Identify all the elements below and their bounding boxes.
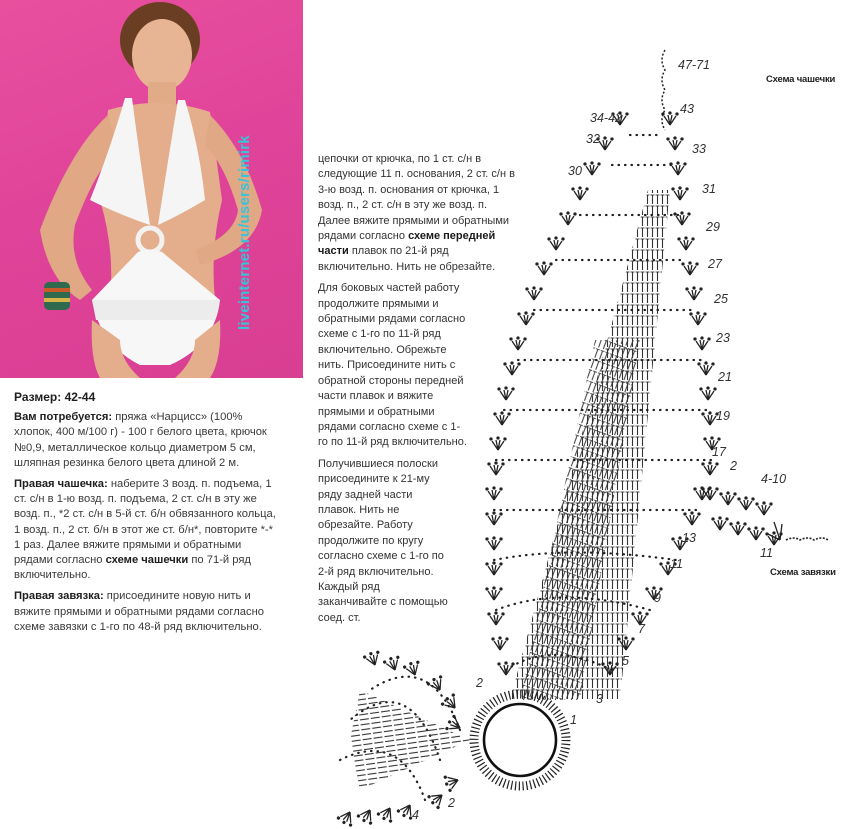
row-label-11: 11	[670, 557, 683, 571]
front-part-paragraph	[318, 152, 518, 275]
row-label-23: 23	[716, 331, 730, 345]
joining-paragraph: Получившиеся полоски присоедините к 21-му ряду задней части плавок. Нить не обрезайте. Работу продолжите по кругу согласно схеме с 1-го по 2-й ряд включительно. Каждый ряд заканчивайте с помощью соед. ст.	[318, 457, 448, 624]
materials-paragraph	[14, 410, 276, 471]
right-tie-label: Правая завязка:	[14, 590, 104, 603]
front-part-bold: схеме передней части	[318, 230, 496, 258]
row-label-9: 9	[654, 591, 661, 605]
row-label-32: 32	[586, 132, 600, 146]
tie-row-label-4-10: 4-10	[761, 472, 787, 486]
row-label-47-71: 47-71	[678, 58, 710, 72]
row-label-21: 21	[718, 370, 732, 384]
row-label-17: 17	[712, 445, 726, 459]
instructions-middle-column	[318, 152, 518, 632]
side-row-label-2-bottom: 2	[448, 796, 455, 810]
right-cup-label: Правая чашечка:	[14, 478, 108, 491]
row-label-33: 33	[692, 142, 706, 156]
row-label-30: 30	[568, 164, 582, 178]
row-label-7: 7	[638, 622, 645, 636]
row-label-13: 13	[682, 531, 696, 545]
right-cup-bold: схеме чашечки	[105, 554, 189, 567]
row-label-19: 19	[716, 409, 730, 423]
row-label-3: 3	[596, 692, 603, 706]
row-label-27: 27	[708, 257, 722, 271]
instructions-left-column	[14, 390, 276, 641]
caption-tie-chart: Схема завязки	[770, 567, 836, 578]
row-label-29: 29	[706, 220, 720, 234]
right-cup-text: наберите 3 возд. п. подъема, 1 ст. с/н в 1-ю возд. п. подъема, 2 ст. с/н в эту же возд. п., *2 ст. с/н в 5-й ст. б/н обвязанного кольца, 1 возд. п., 2 ст. б/н в этот же ст. б/н*, повторите *-* 1 раз. Далее вяжите прямыми и обратными рядами согласно	[14, 478, 276, 567]
model-photo	[0, 0, 303, 378]
front-part-text: цепочки от крючка, по 1 ст. с/н в следующие 11 п. основания, 2 ст. с/н в 3-ю возд. п. основания от крючка, 1 возд. п., 2 ст. с/н в эту же возд. п. Далее вяжите прямыми и обратными рядами согласно	[318, 153, 515, 243]
size-line	[14, 390, 276, 405]
materials-text: пряжа «Нарцисс» (100% хлопок, 400 м/100 г) - 100 г белого цвета, крючок №0,9, металлическое кольцо диаметром 5 см, шляпная резинка белого цвета длиной 2 м.	[14, 411, 267, 469]
row-label-25: 25	[714, 292, 728, 306]
row-label-34-42: 34-42	[590, 111, 622, 125]
right-tie-text: присоедините новую нить и вяжите прямыми и обратными рядами согласно схеме завязки с 1-го по 48-й ряд включительно.	[14, 590, 264, 633]
caption-cup-chart: Схема чашечки	[766, 74, 836, 85]
side-parts-paragraph: Для боковых частей работу продолжите прямыми и обратными рядами согласно схеме с 1-го по 11-й ряд включительно. Обрежьте нить. Присоедините нить с обратной стороны передней части плавок и вяжите прямыми и обратными рядами согласно схеме с 1-го по 11-й ряд включительно.	[318, 282, 467, 449]
materials-label: Вам потребуется:	[14, 411, 113, 424]
side-row-label-2-top: 2	[476, 676, 483, 690]
model-figure-illustration	[0, 0, 303, 378]
front-part-tail: плавок по 21-й ряд включительно. Нить не обрезайте.	[318, 245, 496, 273]
tie-row-label-11: 11	[760, 546, 773, 560]
row-label-5: 5	[622, 654, 629, 668]
right-tie-paragraph	[14, 589, 276, 635]
row-label-1: 1	[570, 713, 577, 727]
row-label-31: 31	[702, 182, 716, 196]
side-row-label-4: 4	[412, 808, 419, 822]
size-value: 42-44	[64, 390, 96, 404]
watermark-text: liveinternet.ru/users/rimirk	[236, 135, 253, 330]
row-label-43: 43	[680, 102, 694, 116]
tie-row-label-2: 2	[730, 459, 737, 473]
right-cup-paragraph	[14, 477, 276, 583]
right-cup-tail: по 71-й ряд включительно.	[14, 554, 251, 582]
size-label: Размер:	[14, 390, 62, 404]
